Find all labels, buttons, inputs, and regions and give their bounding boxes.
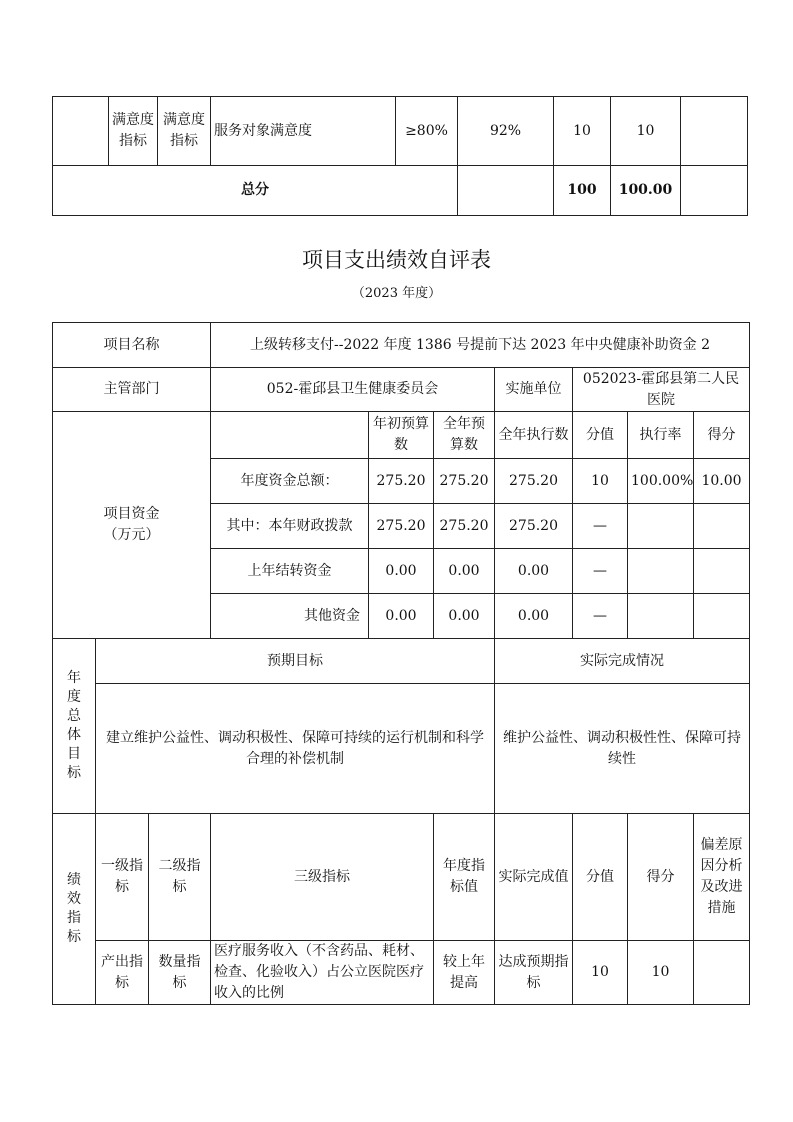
expected-goal-header: 预期目标 xyxy=(96,639,495,684)
unit-value: 052023-霍邱县第二人民医院 xyxy=(573,368,750,412)
project-name-value: 上级转移支付--2022 年度 1386 号提前下达 2023 年中央健康补助资金 2 xyxy=(211,323,750,368)
header-deviation: 偏差原因分析及改进措施 xyxy=(694,814,750,941)
level2-cell: 满意度指标 xyxy=(109,97,158,166)
header-level3: 三级指标 xyxy=(211,814,434,941)
fund-value: 0.00 xyxy=(495,549,573,594)
actual-cell: 达成预期指标 xyxy=(495,941,573,1005)
note-cell xyxy=(694,941,750,1005)
level3-cell: 医疗服务收入（不含药品、耗材、检查、化验收入）占公立医院医疗收入的比例 xyxy=(211,941,434,1005)
fund-value: — xyxy=(573,549,628,594)
header-exec-rate: 执行率 xyxy=(628,412,694,459)
dept-value: 052-霍邱县卫生健康委员会 xyxy=(211,368,495,412)
fund-value: — xyxy=(573,594,628,639)
fund-value: 0.00 xyxy=(369,549,434,594)
total-label: 总分 xyxy=(53,166,458,216)
header-level1: 一级指标 xyxy=(96,814,149,941)
page-title: 项目支出绩效自评表 xyxy=(302,248,491,272)
fund-value xyxy=(628,594,694,639)
total-row xyxy=(53,166,748,216)
fund-value: 275.20 xyxy=(434,504,495,549)
empty-cell xyxy=(211,412,369,459)
header-level2: 二级指标 xyxy=(149,814,211,941)
fund-value: — xyxy=(573,504,628,549)
total-score: 100.00 xyxy=(611,166,681,216)
fund-value: 0.00 xyxy=(495,594,573,639)
header-executed: 全年执行数 xyxy=(495,412,573,459)
indicator-cell: 服务对象满意度 xyxy=(211,97,396,166)
fund-value: 0.00 xyxy=(434,549,495,594)
target-cell: 较上年提高 xyxy=(434,941,495,1005)
fund-value xyxy=(694,504,750,549)
actual-cell: 92% xyxy=(458,97,554,166)
header-annual-budget: 全年预算数 xyxy=(434,412,495,459)
fund-label: 其中：本年财政拨款 xyxy=(211,504,369,549)
evaluation-table xyxy=(52,322,750,1005)
page-subtitle: （2023 年度） xyxy=(351,286,442,301)
fund-value xyxy=(628,504,694,549)
level1-cell: 产出指标 xyxy=(96,941,149,1005)
header-initial-budget: 年初预算数 xyxy=(369,412,434,459)
target-cell: ≥80% xyxy=(396,97,458,166)
header-actual: 实际完成值 xyxy=(495,814,573,941)
project-name-label: 项目名称 xyxy=(53,323,211,368)
fund-value xyxy=(694,549,750,594)
fund-value: 0.00 xyxy=(434,594,495,639)
header-score: 得分 xyxy=(694,412,750,459)
actual-goal-text: 维护公益性、调动积极性性、保障可持续性 xyxy=(495,684,750,814)
score-cell: 10 xyxy=(628,941,694,1005)
dept-label: 主管部门 xyxy=(53,368,211,412)
header-weight: 分值 xyxy=(573,412,628,459)
header-target: 年度指标值 xyxy=(434,814,495,941)
fund-value: 10.00 xyxy=(694,459,750,504)
unit-label: 实施单位 xyxy=(495,368,573,412)
table-row xyxy=(53,97,748,166)
goals-label xyxy=(53,639,96,814)
fund-value: 10 xyxy=(573,459,628,504)
fund-value xyxy=(628,549,694,594)
perf-label-text: 绩效指标 xyxy=(67,872,81,945)
fund-value: 100.00% xyxy=(628,459,694,504)
total-weight: 100 xyxy=(554,166,611,216)
fund-value: 275.20 xyxy=(434,459,495,504)
score-cell: 10 xyxy=(611,97,681,166)
level1-cell xyxy=(53,97,109,166)
empty-cell xyxy=(681,166,748,216)
header-score: 得分 xyxy=(628,814,694,941)
fund-label: 其他资金 xyxy=(211,594,369,639)
empty-cell xyxy=(458,166,554,216)
goals-label-text: 年度总体目标 xyxy=(67,670,81,781)
funds-label: 项目资金（万元） xyxy=(53,412,211,639)
fund-value: 275.20 xyxy=(495,504,573,549)
note-cell xyxy=(681,97,748,166)
perf-label xyxy=(53,814,96,1005)
fund-value xyxy=(694,594,750,639)
fund-value: 275.20 xyxy=(495,459,573,504)
fund-value: 275.20 xyxy=(369,459,434,504)
level3-cell: 满意度指标 xyxy=(158,97,211,166)
fund-label: 年度资金总额： xyxy=(211,459,369,504)
weight-cell: 10 xyxy=(573,941,628,1005)
actual-goal-header: 实际完成情况 xyxy=(495,639,750,684)
fund-value: 0.00 xyxy=(369,594,434,639)
level2-cell: 数量指标 xyxy=(149,941,211,1005)
header-weight: 分值 xyxy=(573,814,628,941)
fund-value: 275.20 xyxy=(369,504,434,549)
fund-label: 上年结转资金 xyxy=(211,549,369,594)
weight-cell: 10 xyxy=(554,97,611,166)
table-row xyxy=(53,941,750,1005)
continued-table xyxy=(52,96,748,216)
expected-goal-text: 建立维护公益性、调动积极性、保障可持续的运行机制和科学合理的补偿机制 xyxy=(96,684,495,814)
